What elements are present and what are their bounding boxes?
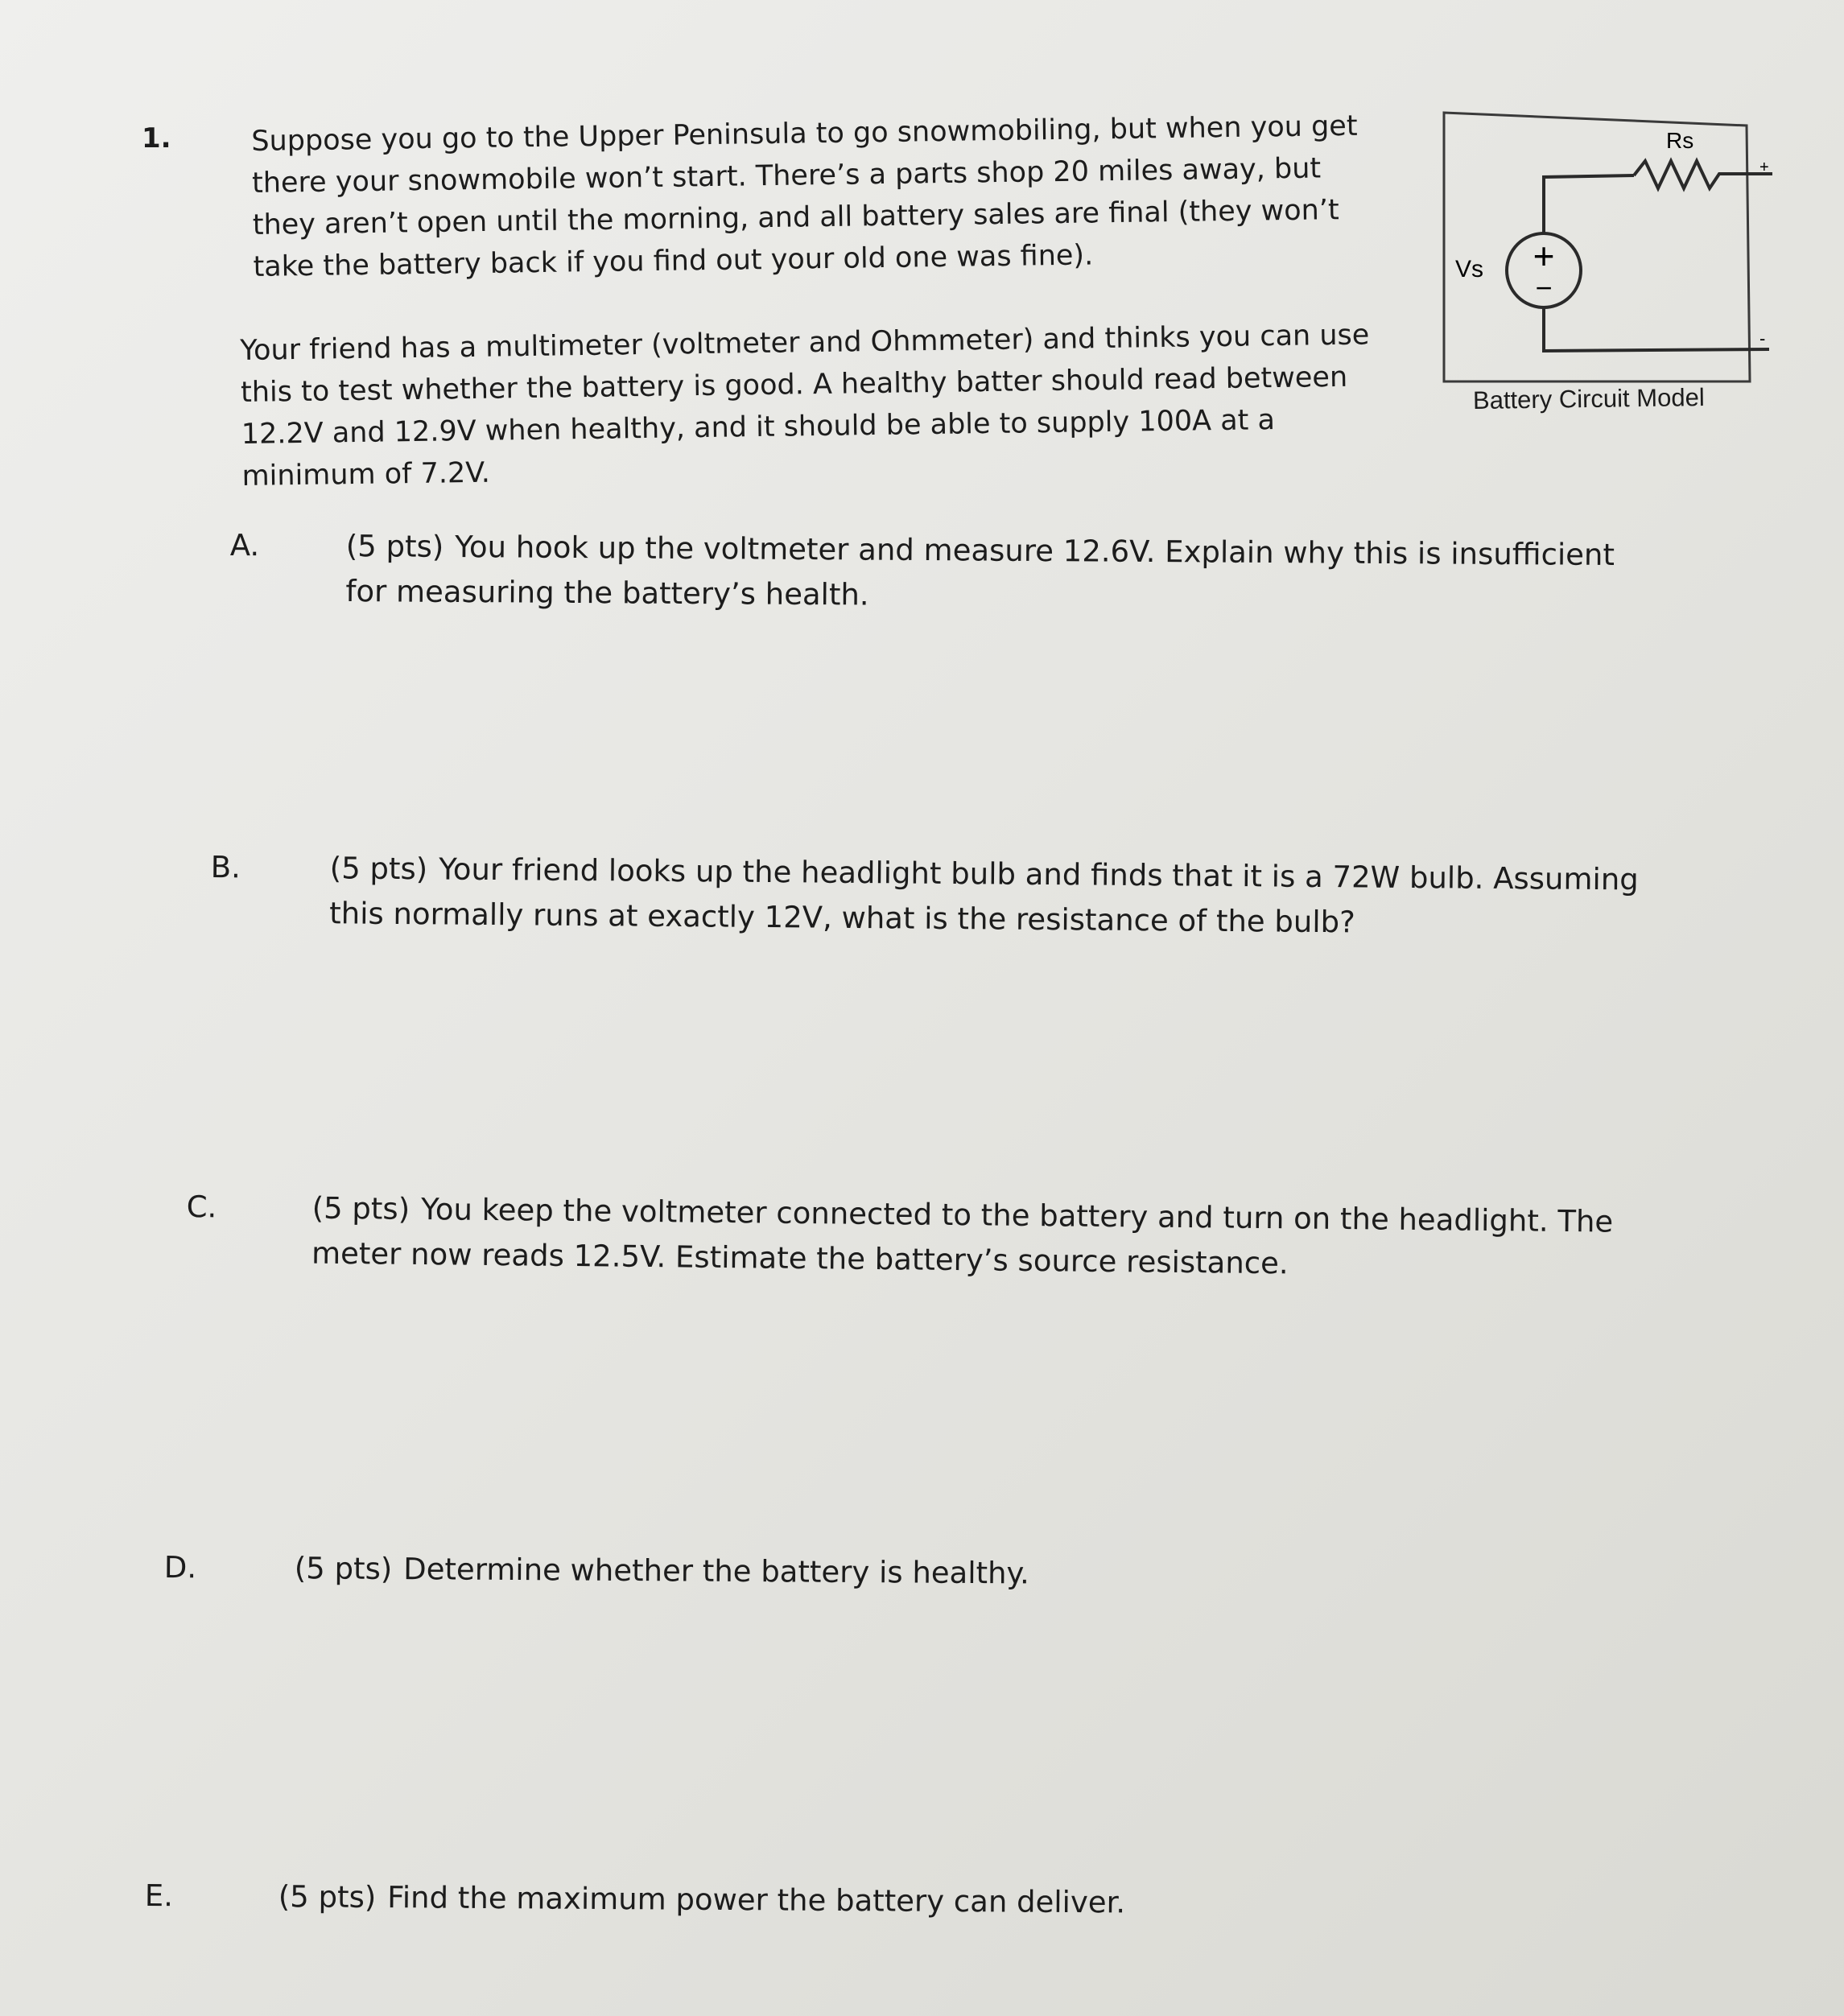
part-letter: E. [144,1878,174,1914]
context-line: minimum of 7.2V. [241,456,491,493]
top-wire [1544,175,1634,233]
question-number: 1. [142,122,171,155]
part-points: (5 pts) [329,851,428,887]
part-body [329,846,1639,947]
part-body [345,524,1615,623]
intro-line: they aren’t open until the morning, and all battery sales are final (they won’t [252,194,1339,241]
part-body [278,1874,1126,1925]
part-body [295,1546,1029,1596]
context-line: 12.2V and 12.9V when healthy, and it should be able to supply 100A at a [241,404,1276,451]
battery-circuit-figure [1441,111,1779,427]
circuit-diagram [1441,111,1779,427]
minus-terminal: - [1759,328,1766,348]
intro-line: Suppose you go to the Upper Peninsula to go snowmobiling, but when you get [251,109,1358,158]
part-line: this normally runs at exactly 12V, what is the resistance of the bulb? [329,896,1355,940]
part-body [311,1186,1614,1290]
resistor-icon [1634,161,1772,188]
part-points: (5 pts) [278,1879,377,1915]
context-line: this to test whether the battery is good. A healthy batter should read between [240,361,1348,409]
part-text: Find the maximum power the battery can deliver. [387,1880,1126,1920]
part-line: meter now reads 12.5V. Estimate the battery’s source resistance. [311,1235,1289,1281]
source-plus-sign: + [1533,235,1555,277]
part-letter: A. [229,527,260,563]
intro-line: take the battery back if you find out your old one was fine). [253,239,1094,283]
part-text: Your friend looks up the headlight bulb and finds that it is a 72W bulb. Assuming [439,851,1639,897]
part-letter: D. [163,1549,197,1585]
part-text: Determine whether the battery is healthy. [403,1552,1030,1591]
part-text: You keep the voltmeter connected to the battery and turn on the headlight. The [420,1192,1614,1239]
bottom-wire [1544,307,1769,351]
part-text: You hook up the voltmeter and measure 12.6V. Explain why this is insufficient [455,529,1615,573]
plus-terminal: + [1759,159,1769,176]
intro-line: there your snowmobile won’t start. There’s a parts shop 20 miles away, but [251,152,1322,200]
figure-caption: Battery Circuit Model [1472,382,1705,415]
question-intro [251,105,1359,288]
question-context [240,314,1372,497]
source-label: Vs [1455,256,1484,282]
source-minus-sign: − [1535,271,1553,304]
part-points: (5 pts) [294,1551,393,1586]
part-line [278,1874,1126,1925]
part-points: (5 pts) [311,1190,410,1227]
part-letter: C. [186,1189,217,1225]
part-letter: B. [210,849,241,885]
context-line: Your friend has a multimeter (voltmeter and Ohmmeter) and thinks you can use [240,319,1370,367]
resistor-label: Rs [1666,128,1694,153]
part-line: for measuring the battery’s health. [345,574,869,612]
part-points: (5 pts) [345,529,444,564]
figure-frame [1444,113,1750,381]
part-line [295,1546,1029,1596]
